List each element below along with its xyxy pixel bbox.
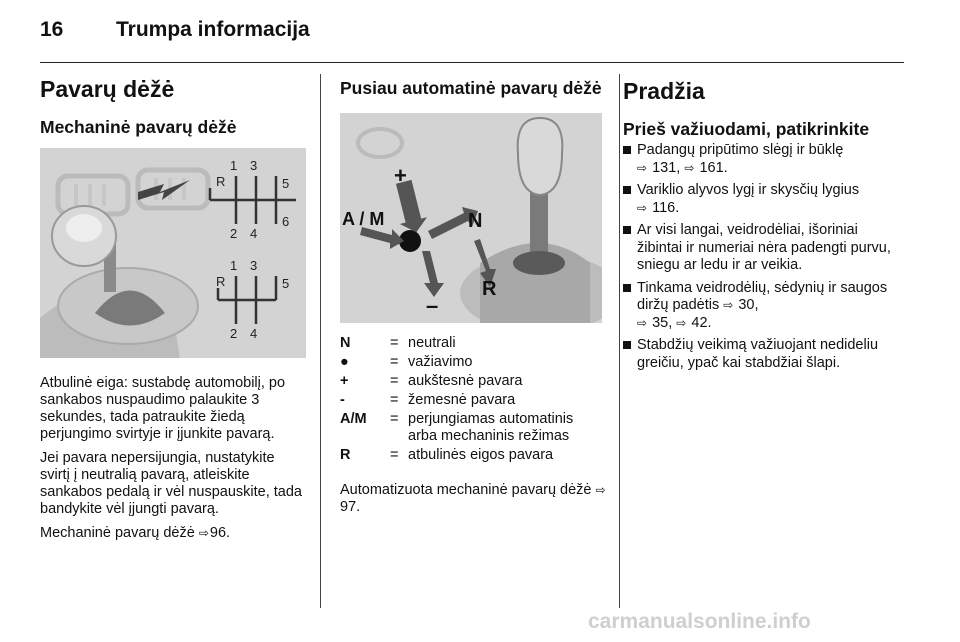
checklist <box>623 142 905 372</box>
legend-equals: = <box>390 447 399 463</box>
legend-row <box>340 392 602 411</box>
watermark: carmanualsonline.info <box>588 610 811 633</box>
list-item <box>623 222 905 275</box>
gear-label-5-upper: 5 <box>282 176 290 191</box>
gear-label-1-upper: 1 <box>230 158 238 173</box>
legend-equals: = <box>390 354 399 370</box>
header-rule <box>40 62 904 63</box>
bullet-icon <box>623 226 631 234</box>
subheading-before-driving: Prieš važiuodami, patikrinkite <box>623 119 870 139</box>
automated-gearbox-reference <box>340 482 608 516</box>
subheading-manual-gearbox: Mechaninė pavarų dėžė <box>40 117 237 137</box>
semi-automatic-drawing <box>340 113 602 323</box>
bullet-icon <box>623 186 631 194</box>
legend-equals: = <box>390 373 399 389</box>
legend-key: A/M <box>340 411 367 427</box>
gear-label-3-upper: 3 <box>250 158 258 173</box>
column-divider-2 <box>619 74 620 608</box>
manual-gearbox-drawing <box>40 148 306 358</box>
reverse-gear-paragraph: Atbulinė eiga: sustabdę automobilį, po sankabos nuspaudimo palaukite 3 sekundes, tada patraukite žiedą perjungimo svirtyje ir įjunkite pavarą. <box>40 375 286 442</box>
bullet-text: Tinkama veidrodėlių, sėdynių ir saugos diržų padėtis <box>637 279 888 313</box>
knob-highlight <box>66 214 102 242</box>
legend-desc: perjungiamas automatinis arba mechaninis režimas <box>408 411 574 444</box>
gear-label-3-lower: 3 <box>250 258 258 273</box>
legend-row <box>340 354 602 373</box>
list-item <box>623 280 905 333</box>
arrow-down-icon <box>422 251 444 297</box>
legend-key: - <box>340 392 345 408</box>
reference-page[interactable]: 97. <box>340 499 361 515</box>
list-item <box>623 142 905 177</box>
manual-gearbox-illustration <box>40 148 306 358</box>
shift-pattern-lower <box>218 276 276 324</box>
heading-semi-automatic-gearbox: Pusiau automatinė pavarų dėžė <box>340 78 602 98</box>
column-semi-automatic <box>340 74 608 516</box>
bullet-text: Stabdžių veikimą važiuojant nedideliu greičiu, ypač kai stabdžiai šlapi. <box>637 337 879 371</box>
label-plus: + <box>394 163 407 188</box>
legend-key: ● <box>340 354 349 370</box>
page-reference-icon[interactable]: ⇨ <box>637 200 648 215</box>
bullet-text: Ar visi langai, veidrodėliai, išoriniai žibintai ir numeriai nėra padengti purvu, sniegu ar ledu ir ar veikia. <box>637 222 891 273</box>
label-minus: – <box>426 293 439 318</box>
legend-equals: = <box>390 411 399 427</box>
column-divider-1 <box>320 74 321 608</box>
page-reference-icon[interactable]: ⇨ <box>684 160 695 175</box>
column-manual-gearbox <box>40 74 306 542</box>
legend-key: R <box>340 447 351 463</box>
legend-key: N <box>340 335 351 351</box>
label-n: N <box>468 210 483 232</box>
gear-label-r-upper: R <box>216 174 226 189</box>
gear-label-r-lower: R <box>216 274 226 289</box>
reference-page[interactable]: 96. <box>209 525 231 541</box>
bullet-icon <box>623 146 631 154</box>
reference-page[interactable]: 131, <box>652 159 681 176</box>
dash-ring <box>358 129 402 157</box>
page-reference-icon[interactable]: ⇨ <box>595 483 606 497</box>
legend-desc: aukštesnė pavara <box>408 373 523 389</box>
gear-label-4-lower: 4 <box>250 326 258 341</box>
page-reference-icon[interactable]: ⇨ <box>198 526 209 540</box>
bullet-icon <box>623 284 631 292</box>
column-getting-started <box>623 74 905 377</box>
legend-row <box>340 447 602 466</box>
label-r: R <box>482 278 497 300</box>
legend-equals: = <box>390 392 399 408</box>
semi-automatic-illustration <box>340 113 602 323</box>
legend-row <box>340 411 602 447</box>
page-header <box>40 18 920 48</box>
page-title: Trumpa informacija <box>116 18 310 41</box>
reference-text: Mechaninė pavarų dėžė <box>40 525 195 541</box>
legend-row <box>340 373 602 392</box>
gear-label-2-upper: 2 <box>230 226 238 241</box>
legend-desc: žemesnė pavara <box>408 392 516 408</box>
arrow-left-icon <box>360 227 404 249</box>
legend-key: + <box>340 373 349 389</box>
legend-equals: = <box>390 335 399 351</box>
manual-gearbox-reference <box>40 525 306 542</box>
legend-desc: atbulinės eigos pavara <box>408 447 554 463</box>
reference-page[interactable]: 30, <box>738 297 759 313</box>
reference-page[interactable]: 42. <box>691 314 712 331</box>
selector-knob <box>518 118 563 195</box>
reference-page[interactable]: 161. <box>699 159 728 176</box>
reference-page[interactable]: 35, <box>652 314 673 331</box>
list-item <box>623 337 905 372</box>
section-heading-gearbox: Pavarų dėžė <box>40 76 175 102</box>
gear-label-6-upper: 6 <box>282 214 290 229</box>
section-heading-start: Pradžia <box>623 78 705 104</box>
label-am: A / M <box>342 209 385 229</box>
legend-desc: neutrali <box>408 335 456 351</box>
page-reference-icon[interactable]: ⇨ <box>637 315 648 330</box>
legend-desc: važiavimo <box>408 354 473 370</box>
gear-label-5-lower: 5 <box>282 276 290 291</box>
lever-boot <box>513 251 565 275</box>
gear-label-1-lower: 1 <box>230 258 238 273</box>
page-reference-icon[interactable]: ⇨ <box>723 298 734 312</box>
gear-not-engaging-paragraph: Jei pavara nepersijungia, nustatykite svirtį į neutralią pavarą, atleiskite sankabos pedalą ir vėl nuspauskite, tada bandykite vėl įjungti pavarą. <box>40 450 302 517</box>
reference-text: Automatizuota mechaninė pavarų dėžė <box>340 482 592 498</box>
selector-legend <box>340 335 602 466</box>
gear-label-4-upper: 4 <box>250 226 258 241</box>
gear-label-2-lower: 2 <box>230 326 238 341</box>
legend-row <box>340 335 602 354</box>
page-reference-icon[interactable]: ⇨ <box>637 160 648 175</box>
bullet-text: Variklio alyvos lygį ir skysčių lygius <box>637 182 860 198</box>
page-number: 16 <box>40 18 64 41</box>
page-reference-icon[interactable]: ⇨ <box>676 315 687 330</box>
bullet-icon <box>623 341 631 349</box>
reference-page[interactable]: 116. <box>652 199 680 216</box>
list-item <box>623 182 905 217</box>
bullet-text: Padangų pripūtimo slėgį ir būklę <box>637 142 844 158</box>
